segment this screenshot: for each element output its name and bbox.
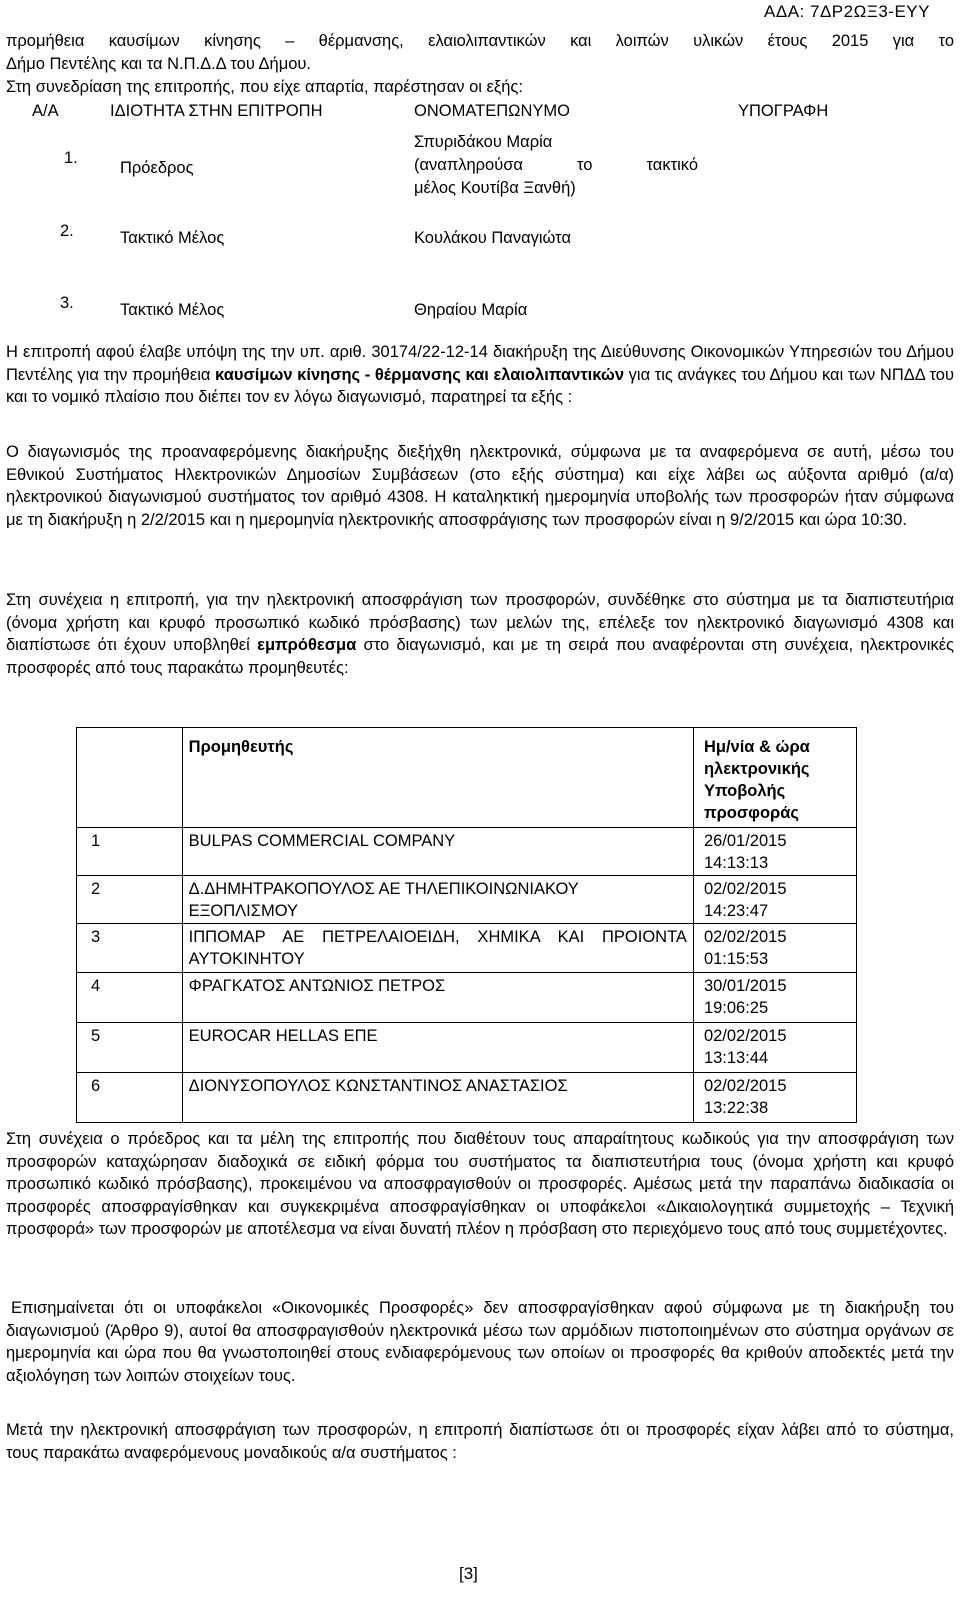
committee-row-1-name-line-3: μέλος Κουτίβα Ξανθή) xyxy=(414,179,576,197)
table-row xyxy=(77,876,857,924)
suppliers-table xyxy=(76,727,857,1123)
supplier-name: EUROCAR HELLAS ΕΠΕ xyxy=(182,1023,693,1073)
supplier-datetime: 02/02/2015 13:13:44 xyxy=(693,1023,856,1073)
page-number: [3] xyxy=(459,1564,478,1583)
table-row xyxy=(77,973,857,1023)
ada-code: ΑΔΑ: 7ΔΡ2ΩΞ3-ΕΥΥ xyxy=(764,2,930,21)
suppliers-header-date: Ημ/νία & ώρα ηλεκτρονικής Υποβολής προσφοράς xyxy=(693,728,856,828)
table-row xyxy=(77,828,857,876)
committee-row-2-num: 2. xyxy=(60,222,74,240)
supplier-num: 4 xyxy=(77,973,183,1023)
supplier-num: 5 xyxy=(77,1023,183,1073)
supplier-datetime: 02/02/2015 13:22:38 xyxy=(693,1073,856,1123)
supplier-name: ΔΙΟΝΥΣΟΠΟΥΛΟΣ ΚΩΝΣΤΑΝΤΙΝΟΣ ΑΝΑΣΤΑΣΙΟΣ xyxy=(182,1073,693,1123)
paragraph-unique-ids: Μετά την ηλεκτρονική αποσφράγιση των προσφορών, η επιτροπή διαπίστωσε ότι οι προσφορές είχαν λάβει από το σύστημα, τους παρακάτω αναφερόμενους μοναδικούς α/α συστήματος : xyxy=(6,1421,954,1462)
supplier-datetime: 02/02/2015 14:23:47 xyxy=(693,876,856,924)
committee-row-3-name: Θηραίου Μαρία xyxy=(414,301,528,319)
committee-row-2-role: Τακτικό Μέλος xyxy=(120,229,225,247)
committee-row-3-num: 3. xyxy=(60,294,74,312)
committee-row-1-num: 1. xyxy=(64,149,78,167)
paragraph-electronic-opening: Στη συνέχεια η επιτροπή, για την ηλεκτρονική αποσφράγιση των προσφορών, συνδέθηκε στο σύστημα με τα διαπιστευτήρια (όνομα χρήστη και κρυφό προσωπικό κωδικό πρόσβασης) των μελών της, επέλεξε τον ηλεκτρονικό διαγωνισμό 4308 και διαπίστωσε ότι έχουν υποβληθεί εμπρόθεσμα στο διαγωνισμό, και με τη σειρά που αναφέρονται στη συνέχεια, ηλεκτρονικές προσφορές από τους παρακάτω προμηθευτές: xyxy=(6,591,954,677)
supplier-num: 1 xyxy=(77,828,183,876)
paragraph-committee-review: Η επιτροπή αφού έλαβε υπόψη της την υπ. αριθ. 30174/22-12-14 διακήρυξη της Διεύθυνσης Οικονομικών Υπηρεσιών του Δήμου Πεντέλης για την προμήθεια καυσίμων κίνησης - θέρμανσης και ελαιολιπαντικών για τις ανάγκες του Δήμου και των ΝΠΔΔ του και το νομικό πλαίσιο που διέπει τον εν λόγω διαγωνισμό, παρατηρεί τα εξής : xyxy=(6,343,954,407)
supplier-name: ΙΠΠΟΜΑΡ ΑΕ ΠΕΤΡΕΛΑΙΟΕΙΔΗ, ΧΗΜΙΚΑ ΚΑΙ ΠΡΟΙΟΝΤΑ ΑΥΤΟΚΙΝΗΤΟΥ xyxy=(182,924,693,973)
supplier-num: 6 xyxy=(77,1073,183,1123)
paragraph-financial-offers: Επισημαίνεται ότι οι υποφάκελοι «Οικονομικές Προσφορές» δεν αποσφραγίσθηκαν αφού σύμφωνα με τη διακήρυξη του διαγωνισμού (Άρθρο 9), αυτοί θα αποσφραγισθούν ηλεκτρονικά μέσω των αρμόδιων πιστοποιημένων στο σύστημα οργάνων σε ημερομηνία και ώρα που θα γνωστοποιηθεί στους ενδιαφερόμενους των οποίων οι προσφορές θα κριθούν αποδεκτές μετά την αξιολόγηση των λοιπών στοιχείων τους. xyxy=(6,1299,954,1385)
paragraph-decryption: Στη συνέχεια ο πρόεδρος και τα μέλη της επιτροπής που διαθέτουν τους απαραίτητους κωδικούς για την αποσφράγιση των προσφορών καταχώρησαν διαδοχικά σε ειδική φόρμα του συστήματος τα διαπιστευτήρια τους (όνομα χρήστη και κρυφό προσωπικό κωδικό πρόσβασης), προκειμένου να αποσφραγισθούν οι προσφορές. Αμέσως μετά την παραπάνω διαδικασία οι προσφορές αποσφραγίσθηκαν και συγκεκριμένα αποσφραγίσθηκαν οι υποφάκελοι «Δικαιολογητικά συμμετοχής – Τεχνική προσφορά» των προσφορών με αποτέλεσμα να είναι δυνατή πλέον η πρόσβαση στο περιεχόμενο τους από τους συμμετέχοντες. xyxy=(6,1130,954,1239)
intro-line-1: προμήθεια καυσίμων κίνησης – θέρμανσης, ελαιολιπαντικών και λοιπών υλικών έτους 2015 για το xyxy=(6,32,954,50)
supplier-datetime: 02/02/2015 01:15:53 xyxy=(693,924,856,973)
table-row xyxy=(77,1023,857,1073)
supplier-datetime: 30/01/2015 19:06:25 xyxy=(693,973,856,1023)
committee-row-2-name: Κουλάκου Παναγιώτα xyxy=(414,229,572,247)
supplier-datetime: 26/01/2015 14:13:13 xyxy=(693,828,856,876)
committee-row-1-name-line-1: Σπυριδάκου Μαρία xyxy=(414,133,553,151)
committee-header-signature: ΥΠΟΓΡΑΦΗ xyxy=(738,102,829,120)
paragraph-tender-process: Ο διαγωνισμός της προαναφερόμενης διακήρυξης διεξήχθη ηλεκτρονικά, σύμφωνα με τα αναφερόμενα σε αυτή, μέσω του Εθνικού Συστήματος Ηλεκτρονικών Δημοσίων Συμβάσεων (στο εξής σύστημα) και είχε λάβει ως αύξοντα αριθμό (α/α) ηλεκτρονικού διαγωνισμού συστήματος τον αριθμό 4308. Η καταληκτική ημερομηνία υποβολής των προσφορών ήταν σύμφωνα με τη διακήρυξη η 2/2/2015 και η ημερομηνία ηλεκτρονικής αποσφράγισης των προσφορών είναι η 9/2/2015 και ώρα 10:30. xyxy=(6,443,954,529)
suppliers-header-num xyxy=(77,728,183,828)
supplier-num: 3 xyxy=(77,924,183,973)
committee-header-num: Α/Α xyxy=(32,102,59,120)
committee-row-1-name-line-2: (αναπληρούσα το τακτικό xyxy=(414,156,698,174)
bold-on-time-text: εμπρόθεσμα xyxy=(257,636,357,655)
supplier-name: ΦΡΑΓΚΑΤΟΣ ΑΝΤΩΝΙΟΣ ΠΕΤΡΟΣ xyxy=(182,973,693,1023)
committee-header-name: ΟΝΟΜΑΤΕΠΩΝΥΜΟ xyxy=(414,102,570,120)
table-row xyxy=(77,1073,857,1123)
intro-line-3: Στη συνεδρίαση της επιτροπής, που είχε απαρτία, παρέστησαν οι εξής: xyxy=(6,78,523,96)
table-row xyxy=(77,924,857,973)
supplier-num: 2 xyxy=(77,876,183,924)
committee-row-3-role: Τακτικό Μέλος xyxy=(120,301,225,319)
suppliers-header-row xyxy=(77,728,857,828)
committee-row-1-role: Πρόεδρος xyxy=(120,159,194,177)
suppliers-header-supplier: Προμηθευτής xyxy=(182,728,693,828)
bold-fuel-text: καυσίμων κίνησης - θέρμανσης και ελαιολιπαντικών xyxy=(215,365,625,384)
intro-line-2: Δήμο Πεντέλης και τα Ν.Π.Δ.Δ του Δήμου. xyxy=(6,55,312,73)
supplier-name: Δ.ΔΗΜΗΤΡΑΚΟΠΟΥΛΟΣ ΑΕ ΤΗΛΕΠΙΚΟΙΝΩΝΙΑΚΟΥ ΕΞΟΠΛΙΣΜΟΥ xyxy=(182,876,693,924)
supplier-name: BULPAS COMMERCIAL COMPANY xyxy=(182,828,693,876)
committee-header-role: ΙΔΙΟΤΗΤΑ ΣΤΗΝ ΕΠΙΤΡΟΠΗ xyxy=(110,102,323,120)
